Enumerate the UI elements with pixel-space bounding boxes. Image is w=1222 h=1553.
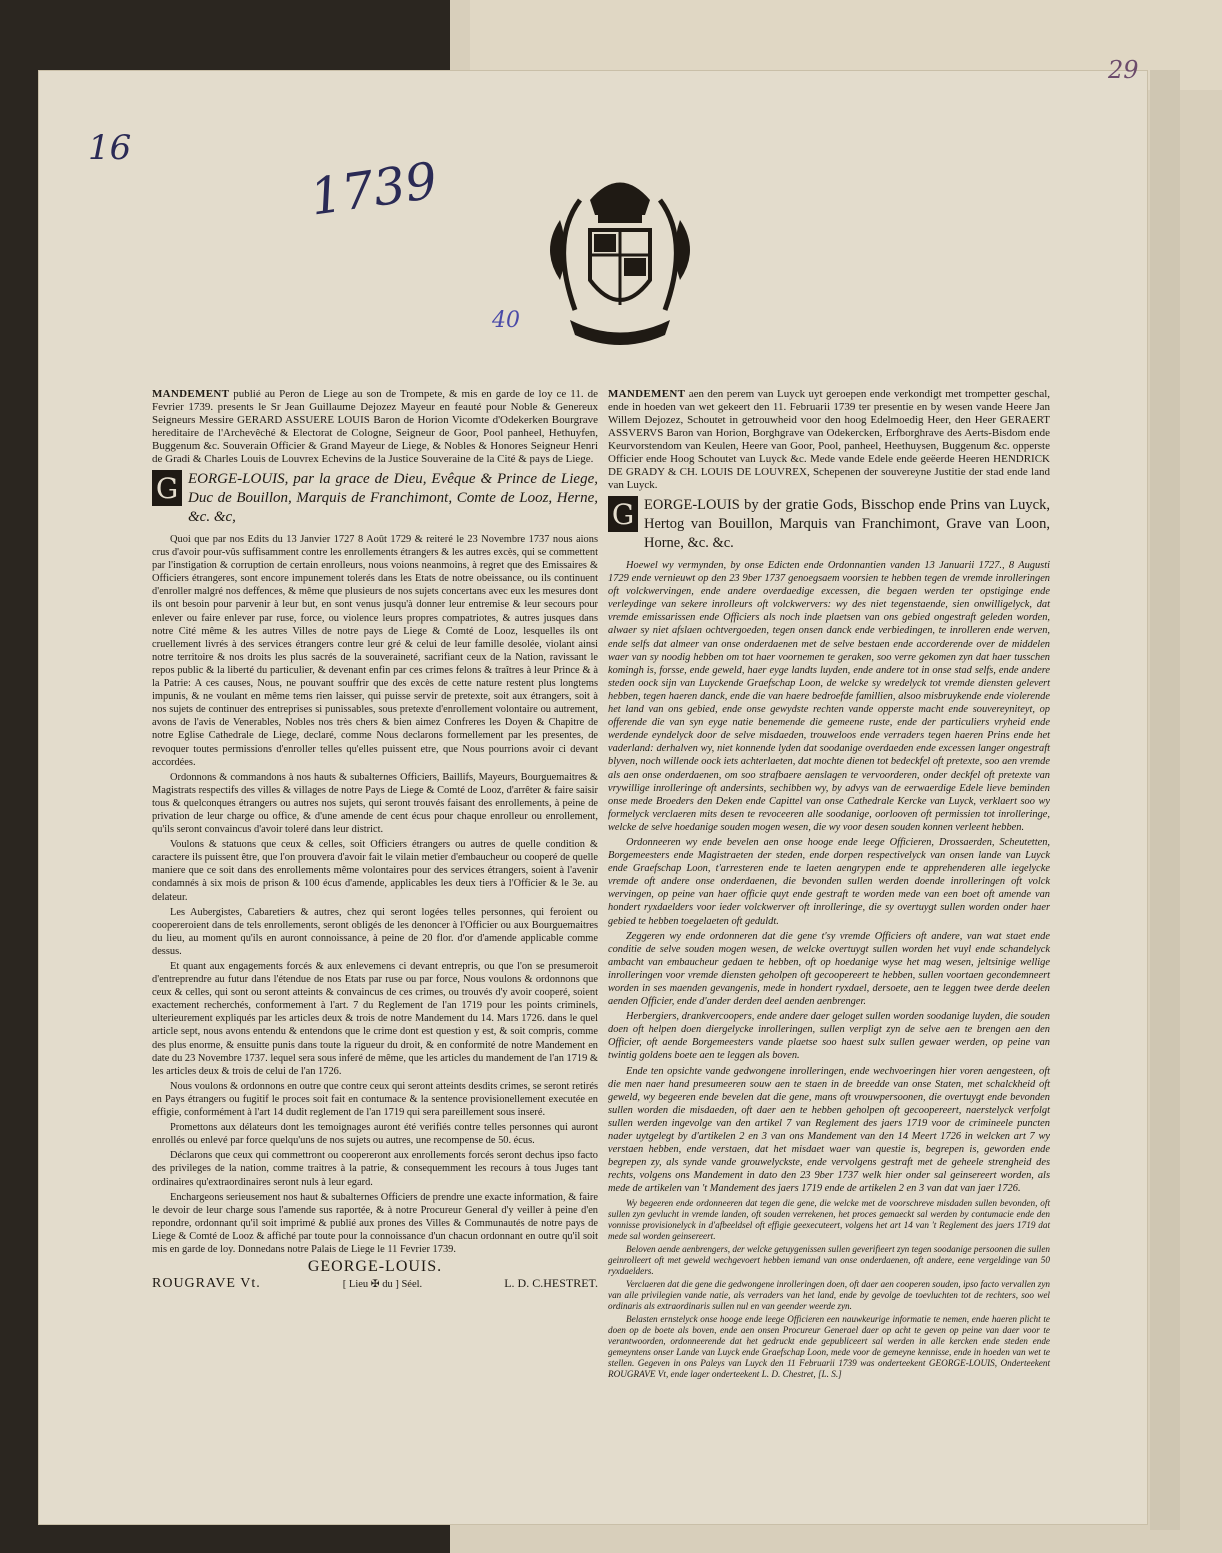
french-heading-text: publié au Peron de Liege au son de Trompete, & mis en garde de loy ce 11. de Fevrier 1739. presents le Sr Jean Guillaume Dejozez Mayeur en feauté pour Noble & Genereux Seigneurs Messire GERARD ASSUERE LOUIS Baron de Horion Vicomte d'Odekerken Bourgrave hereditaire de l'Archevêché & Electorat de Cologne, Seigneur de Goor, Pool panheel, Hethuyfen, Buggenum &c. Souverain Officier & Grand Mayeur de Liege, & Nobles & Honores Seigneur Henri de Gradi & Charles Louis de Louvrex Echevins de la Justice Souveraine de la Cité & pays de Liege. bbox=[152, 388, 598, 465]
dutch-column bbox=[608, 388, 1050, 1382]
dutch-paragraph: Beloven aende aenbrengers, der welcke getuygenissen sullen geverifieert zyn tegen soodanige persoonen die sullen geinrolleert oft met geweld wechgevoert hebben iemand van onse onderdaenen, oft andere, eene vergeldinge van 50 ryxdaelders. bbox=[608, 1243, 1050, 1276]
french-paragraph: Nous voulons & ordonnons en outre que contre ceux qui seront atteints desdits crimes, se seront retirés en Pays étrangers ou fugitif le proces soit fait en contumace & la sentence provisionellement executée en effigie, conformément à l'art 14 dudit reglement de l'an 1719 qui sera pareillement sous inseré. bbox=[152, 1080, 598, 1119]
french-paragraph: Ordonnons & commandons à nos hauts & subalternes Officiers, Baillifs, Mayeurs, Bourguemaitres & Magistrats respectifs des villes & villages de notre Pays de Liege & Comté de Looz, d'arrêter & faire saisir tous & quelconques étrangers ou autres nos sujets, qui seront trouvés faisant des enrollements, à peine de privation de leur charge ou office, & d'une amende de cent écus pour chaque enrolleur ou enrollement, qu'ils seront convaincus d'avoir toleré dans leur district. bbox=[152, 771, 598, 836]
french-title-text: EORGE-LOUIS, par la grace de Dieu, Evêque & Prince de Liege, Duc de Bouillon, Marquis de Franchimont, Comte de Looz, Herne, &c. &c, bbox=[188, 471, 598, 525]
secretary-signature: L. D. C.HESTRET. bbox=[504, 1276, 598, 1291]
dutch-paragraph: Belasten ernstelyck onse hooge ende leege Officieren een nauwkeurige informatie te nemen, ende haeren plicht te doen op de boete als boven, ende aen onsen Procureur Generael daer op acht te geven op peine van daer voor te verantwoorden, ordonneerende dat het gedruckt ende gepubliceert sal werden in alle kercken ende steden ende gemeyntens onser Lande van Luyck ende Graefschap Loon, mede voor de gemeyne kennisse, ende in hoeden van wet te stellen. Gegeven in ons Paleys van Luyck den 11 Februarii 1739 was onderteekent GEORGE-LOUIS, Onderteekent ROUGRAVE Vt, ende lager onderteekent L. D. Chestret, [L. S.] bbox=[608, 1313, 1050, 1379]
french-title bbox=[152, 470, 598, 527]
dutch-paragraph: Hoewel wy vermynden, by onse Edicten ende Ordonnantien vanden 13 Januarii 1727., 8 Augusti 1729 ende vernieuwt op den 23 9ber 1737 genoegsaem voorsien te hebben tegen de vremde inrolleringen oft volckwervingen, ende andere overdaedige excessen, die begaen werden ter opstiginge ende verleydinge van sekere inrolleurs oft volckwervers: wy des niet tegenstaende, sien onwilligelyck, dat vremde emissarissen ende Officiers als noch inde plaetsen van ons gebied ongestraft geleden worden, alwaer sy niet afslaen ochtvergoeden, tegen onsen danck ende verbiedingen, te inrolleren ende werven, ende selfs dat almeer van onse onderdaenen met de selve bestaen ende accorderende over de middelen waer van sy noodig hebben om tot haer voornemen te geraken, soo verre gekomen zyn dat haer tusschen komingh is, forsse, ende geweld, haer eyge landts luyden, ende andere tot in onse stad selfs, ende andere steden oock sijn van Luyckende Graefschap Loon, de welcke sy wredelyck tot vremde diensten gelevert hebben, tegen haeren danck, ende die van haere bedroefde famillien, alsoo misbruykende ende violerende het land van ons gebied, ende onse gewydste rechten vande opperste macht ende souvereyniteyt, op offerende die van syn eyge natie benemende die gemeene ruste, ende der particuliers vryheid ende werdende eyndelyck door de selve misdaeden, trouweloos ende verraders tegen haeren Prins ende het vaderland: derhalven wy, niet konnende lyden dat soodanige overdaeden ende excessen langer ongestraft blyven, noch willende oock iets achterlaeten, dat mochte dienen tot bedeckfel oft pretexte, soo aen vremde als aen onse onderdaenen, om soo strafbaere aenslagen te vervoorderen, onder deckfel oft pretexte van vrywillige inrolleringe oft andersints, sechibben wy, by advys van de eerwaerdige Edele lieve beminden onse mede Broeders den Deken ende Capittel van onse Cathedrale Kercke van Luyck, verklaert soo wy formelyck verclaeren mits desen te revoceeren alle soodanige, oorlooven oft permissien tot inrolleringe, welcke de selve hoedanige souden mogen wesen, die wy voor desen souden konnen verleent hebben. bbox=[608, 560, 1050, 833]
seal-place: [ Lieu ✠ du ] Séel. bbox=[342, 1279, 423, 1291]
french-paragraph: Quoi que par nos Edits du 13 Janvier 1727 8 Août 1729 & reiteré le 23 Novembre 1737 nous aions crus d'avoir pour-vûs suffisamment contre les enrollements étrangers & les autres excès, qui se commettent par l'instigation & corruption de certain enrolleurs, nous voions neanmoins, à regret que des Emissaires & Officiers étrangeres, sont encore impunement tolerés dans les Etats de notre obeissance, ou ils continuent d'enroller malgré nos deffences, & même que plusieurs de nos sujets concertans avec eux les mesures dont ils ont besoin pour parvenir à leur but, en sont venus jusqu'à donner leur entremise & leur secours pour enlever ou faire enlever par ruse, force, ou violence leurs propres compatriotes, & autres jusques dans notre Cité même & les autres Villes de notre pays de Liege & Comté de Looz, lesquelles ils ont cruellement livrés à des services étrangers contre leur gré & celui de leur famille desolée, violant ainsi notre territoire & nos droits les plus sacrés de la souveraineté, sacrifiant ceux de la Nation, ravissant le repos public & la liberté du particulier, & devenant enfin par ces crimes felons & traîtres à leur Prince & à la Patrie: A ces causes, Nous, ne pouvant souffrir que des excès de cette nature restent plus longtems impunis, & ne voulant en même tems rien laisser, qui puisse servir de pretexte, soit aux étrangers, soit à nos sujets de continuer des entreprises si punissables, sous pretexte d'enrollement volontaire ou autrement, avons de l'avis de Venerables, Nobles nos très chers & bien aimez Confreres les Doyen & Chapitre de notre Eglise Cathedrale de Liege, declaré, comme Nous declarons formellement par les presentes, de revoquer toutes permissions d'enroller telles qu'elles puissent etre, que Nous pourrions avoir ci devant accordées. bbox=[152, 534, 598, 768]
french-paragraph: Promettons aux délateurs dont les temoignages auront été verifiés contre telles personnes qui auront enrollés ou enlevé par force quelqu'uns de nos sujets ou autres, une recompense de 50. écus. bbox=[152, 1122, 598, 1147]
signature-row bbox=[152, 1277, 598, 1291]
dutch-title bbox=[608, 496, 1050, 553]
french-initial: G bbox=[152, 470, 182, 506]
dutch-heading-text: aen den perem van Luyck uyt geroepen ende verkondigt met trompetter geschal, ende in hoeden van wet gekeert den 11. Februarii 1739 ter presentie en by wesen vande Heere Jan Willem Dejozez, Schoutet in getrouwheid voor den hoog Edelmoedig Heer, den Heer GERAERT ASSVERVS Baron van Horion, Borghgrave van Odekercken, Erfborghrave des Aerts-Bisdom ende Keurvorstendom van Keulen, Heere van Goor, Pool, panheel, Heethuysen, Buggenum &c. opperste Officier ende Hoog Schoutet van Luyck &c. Mede vande Edele ende geëerde Heeren HENDRICK DE GRADY & CH. LOUIS DE LOUVREX, Schepenen der souvereyne Justitie der stad ende land van Luyck. bbox=[608, 388, 1051, 491]
countersignature: ROUGRAVE Vt. bbox=[152, 1276, 261, 1292]
dutch-title-text: EORGE-LOUIS by der gratie Gods, Bisschop ende Prins van Luyck, Hertog van Bouillon, Marquis van Franchimont, Grave van Loon, Horne, &c. &c. bbox=[644, 497, 1050, 551]
french-paragraph: Enchargeons serieusement nos haut & subalternes Officiers de prendre une exacte information, & faire le devoir de leur charge sous l'amende sus raportée, & à notre Procureur General d'y veiller à peine d'en repondre, ordonnant qu'il soit imprimé & publié aux prones des Villes & Communautés de notre pays de Liege & Comté de Looz & affiché par toute pour la connoissance d'un chacun ordonnant en outre qu'il soit mis en garde de loy. Donnedans notre Palais de Liege le 11 Fevrier 1739. bbox=[152, 1191, 598, 1255]
french-column bbox=[152, 388, 598, 1291]
french-heading bbox=[152, 388, 598, 466]
dutch-heading bbox=[608, 388, 1050, 492]
french-paragraph: Et quant aux engagements forcés & aux enlevemens ci devant entrepris, ou que l'on se presumeroit d'entreprendre au futur dans l'étendue de nos Etats par ruse ou par force, Nous voulons & ordonnons que ceux & celles, qui sont ou seront atteints & convaincus de ces crimes, ou trouvés d'y avoir cooperé, soient exactement recherchés, conformement à l'art. 7 du Reglement de l'an 1719 pour les points criminels, ulterieurement expliqués par les articles deux & trois de notre Mandement du 14. Mars 1726. dans le quel article sept, nous avons entendu & entendons que le crime dont est question y est, & soit compris, comme des plus enorme, & ensuitte punis dans toute la rigueur du droit, & en conformité de notre Mandement en date du 23 Novembre 1737. lequel sera sous inferé de même, que les articles du mandement de l'an 1719 & les articles deux & trois de celui de l'an 1726. bbox=[152, 961, 598, 1077]
dutch-paragraph: Ende ten opsichte vande gedwongene inrolleringen, ende wechvoeringen hier voren aengesteen, oft die men naer hand presumeeren souw aen te staen in de breedde van onse Staten, met schalckheid oft geweld, wy begeeren ende bevelen dat die gene, mans oft vrouwpersoonen, die overtuygt ende bevonden sullen worden die misdaeden, oft daer aen te hebben geholpen oft gecoopereert, naerstelyck verfolgt sullen werden ingevolge van den artikel 7 van Reglement des jaers 1719 voor de crimineele puncten nader uytgelegt by d'artikelen 2 en 3 van ons Mandement van den 14 Meert 1726 in welcken art 7 wy verstaen hebben, ende verstaen, dat het misdaet waer van questie is, begrepen is, geworden ende begrepen zy, als synde vande grouwelyckste, ende vervolgens gestraft met de geheele strengheid des rechts, volgens ons Mandement in dato den 23 9ber 1737 welk hier onder sal geinsereert worden, als mede de artikelen van 't Mandement des jaers 1719 ende de artikelen 2 en 3 van dat van jaer 1726. bbox=[608, 1065, 1050, 1195]
dutch-paragraph: Wy begeeren ende ordonneeren dat tegen die gene, die welcke met de voorschreve misdaden sullen bevonden, oft sullen zyn gevlucht in vremde landen, oft souden verrekenen, het proces gemaeckt sal werden by contumacie ende den vonnisse provisionelyck in d'afbeeldsel oft effigie geexecuteert, volgens het art 14 van 't Reglement des jaers 1719 dat mede sal worden geinsereert. bbox=[608, 1197, 1050, 1241]
dutch-paragraph: Verclaeren dat die gene die gedwongene inrolleringen doen, oft daer aen cooperen souden, ipso facto vervallen zyn van alle privilegien vande natie, als verraders van het land, ende by gevolge de toevluchten tot de rechters, soo wel ordinaris als extraordinaris sullen nul en van geender weerde zyn. bbox=[608, 1278, 1050, 1311]
dutch-initial: G bbox=[608, 496, 638, 532]
folio-number-left: 16 bbox=[88, 128, 132, 168]
dutch-paragraph: Herbergiers, drankvercoopers, ende andere daer geloget sullen worden soodanige luyden, die souden doen oft helpen doen diergelycke inrolleringen, sullen verpligt zyn de selve aen te brengen aen den Officier, oft aende Borgemeesters vande plaetse soo haest sulx sullen gewaer werden, op peine van twintig goldens boete aen te leggen als boven. bbox=[608, 1011, 1050, 1062]
dutch-heading-lead: MANDEMENT bbox=[608, 388, 686, 400]
coat-of-arms-icon bbox=[520, 160, 720, 360]
item-number: 40 bbox=[492, 308, 520, 333]
dutch-paragraph: Ordonneeren wy ende bevelen aen onse hooge ende leege Officieren, Drossaerden, Scheutetten, Borgemeesters ende Magistraeten der steden, ende dorpen respectivelyck van onsen lande van Luyck ende Graefschap Loon, t'arresteren ende te laeten aengrypen ende te apprehenderen alle iegelycke vremde oft andere onse onderdaenen, die bevonden sullen werden doende inrolleringen oft volck wervingen, op peine van haer officie quyt ende gestraft te worden mede van een boet oft amende van hondert ryxdaelders voor ieder volckwerver oft inrolleringe, die sy overtuygt sullen worden onder haer gebied te hebben toegelaeten oft geduldt. bbox=[608, 836, 1050, 927]
french-paragraph: Voulons & statuons que ceux & celles, soit Officiers étrangers ou autres de quelle condition & caractere ils puissent être, que l'on prouvera d'avoir fait le vilain metier d'embaucheur ou cooperé de quelle maniere que ce soit dans des enrollements même volontaires pour des services étrangers, soient à l'avenir condamnés à six mois de prison & 100 écus d'amende, applicables les deux tiers à l'Officier & le 3e. au delateur. bbox=[152, 839, 598, 903]
french-paragraph: Déclarons que ceux qui commettront ou coopereront aux enrollements forcés seront dechus ipso facto des privileges de la nation, comme traitres à la patrie, & consequemment les recours à tous Juges tant ordinaires qu'extraordinaires seront nuls à leur egard. bbox=[152, 1150, 598, 1188]
french-paragraph: Les Aubergistes, Cabaretiers & autres, chez qui seront logées telles personnes, qui feroient ou coopereroient dans de tels enrollements, seront obligés de les denoncer à l'Officier ou aux Bourguemaitres du lieu, au moment qu'ils en auront connoissance, à peine de 20 flor. d'or d'amende applicable comme dessus. bbox=[152, 906, 598, 957]
folio-number-right: 29 bbox=[1108, 56, 1139, 84]
dutch-paragraph: Zeggeren wy ende ordonneren dat die gene t'sy vremde Officiers oft andere, van wat staet ende conditie de selve souden mogen wesen, de welcke overtuygt sullen worden het vuyl ende schandelyck ambacht van embaucheur gedaen te hebben, oft op hoedanige wyse het mag wesen, jeltsinige wellige inrolleringen voor vremde diensten geholpen oft gecoopereert te hebben, sullen voortaen gecondemneert worden in ses maenden gevangenis, mede in hondert ryxdael, dersoete, aen te leggen twee derde deelen aenden Officier, ende d'ander derden deel aenden aenbrenger. bbox=[608, 930, 1050, 1008]
french-heading-lead: MANDEMENT bbox=[152, 388, 230, 400]
handwritten-year: 1739 bbox=[306, 151, 441, 227]
signature: GEORGE-LOUIS. bbox=[307, 1258, 443, 1276]
paper-edge bbox=[1150, 70, 1180, 1530]
